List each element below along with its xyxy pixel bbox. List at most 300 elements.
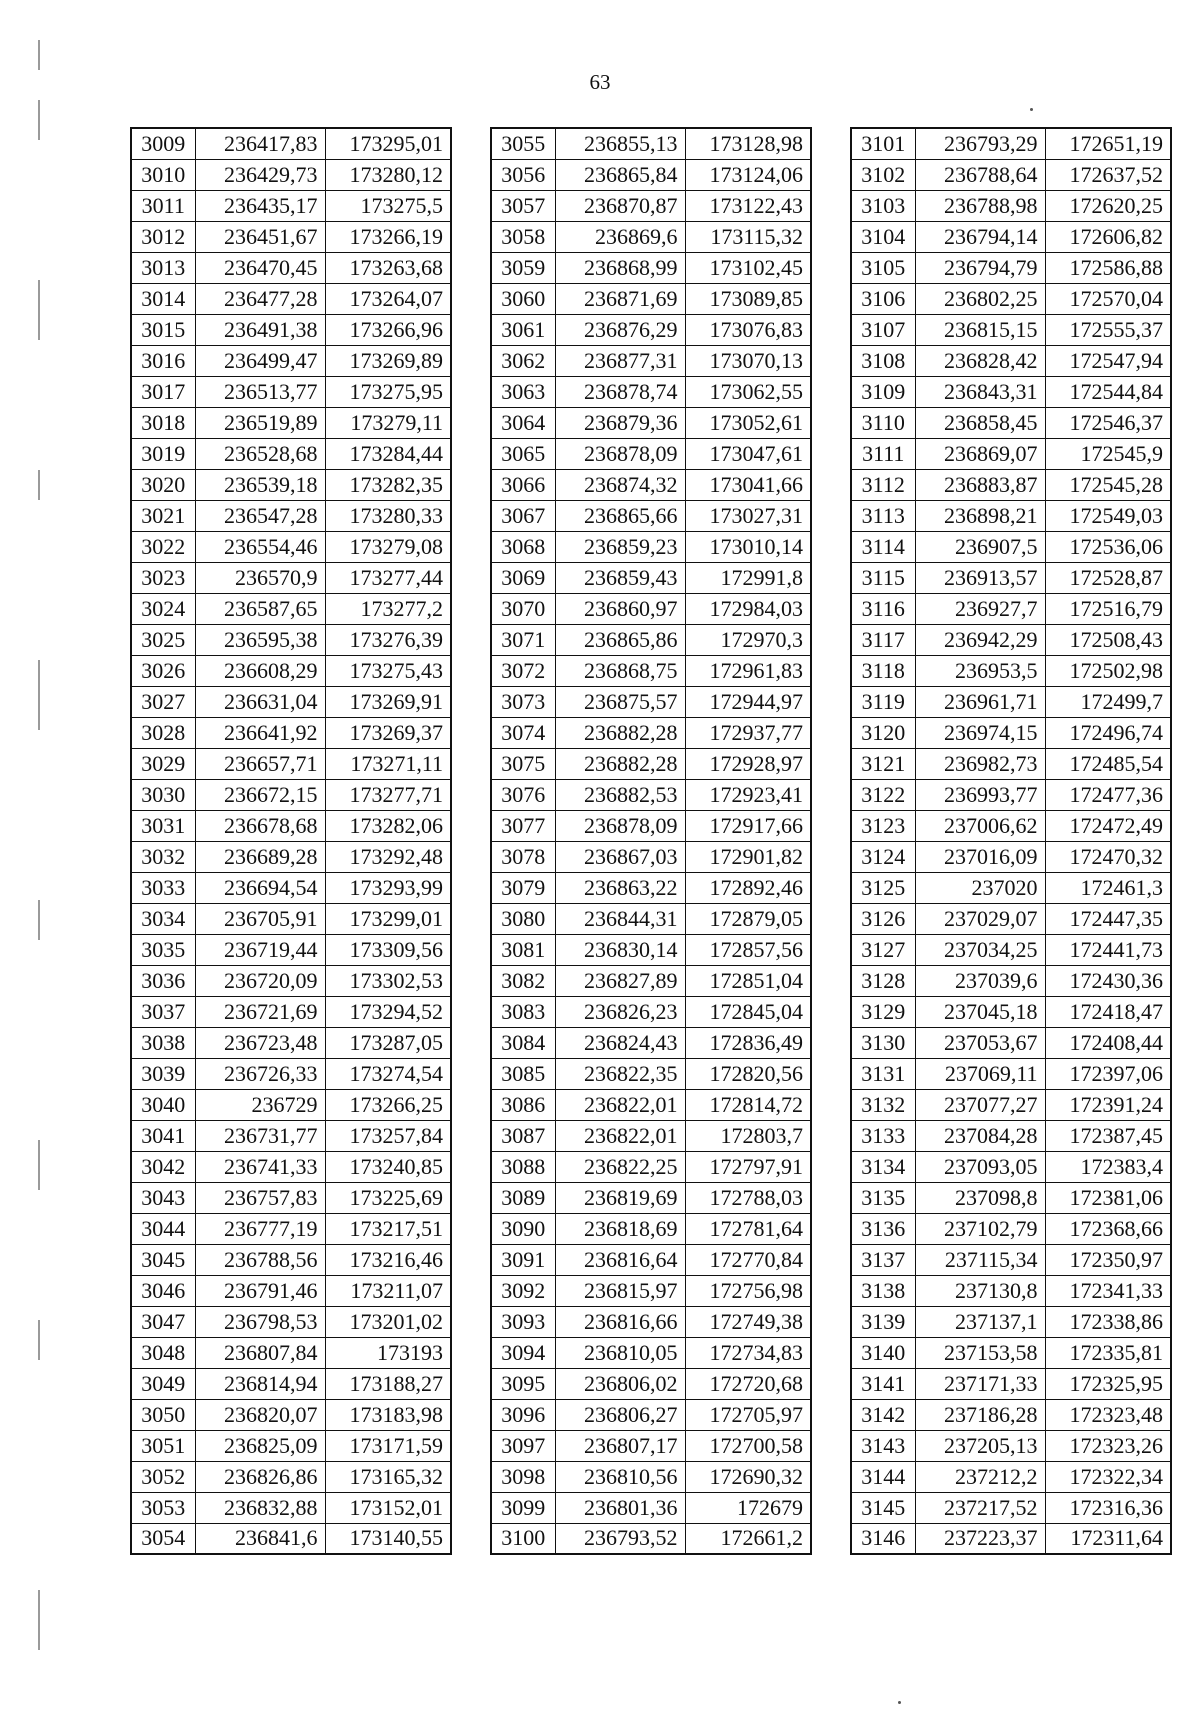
x-coordinate-cell: 236869,6 <box>555 221 685 252</box>
point-number-cell: 3145 <box>851 1492 915 1523</box>
point-number-cell: 3032 <box>131 841 195 872</box>
table-row <box>491 965 811 996</box>
x-coordinate-cell: 236801,36 <box>555 1492 685 1523</box>
table-row <box>131 934 451 965</box>
y-coordinate-cell: 173275,95 <box>325 376 451 407</box>
x-coordinate-cell: 236865,66 <box>555 500 685 531</box>
table-row <box>491 1213 811 1244</box>
x-coordinate-cell: 236451,67 <box>195 221 325 252</box>
table-row <box>131 1523 451 1554</box>
y-coordinate-cell: 173263,68 <box>325 252 451 283</box>
scan-artifact-line <box>38 100 40 140</box>
table-row <box>131 283 451 314</box>
y-coordinate-cell: 173240,85 <box>325 1151 451 1182</box>
x-coordinate-cell: 236879,36 <box>555 407 685 438</box>
scan-artifact-line <box>38 660 40 730</box>
y-coordinate-cell: 172944,97 <box>685 686 811 717</box>
point-number-cell: 3146 <box>851 1523 915 1554</box>
scan-artifact-line <box>38 1140 40 1190</box>
y-coordinate-cell: 172311,64 <box>1045 1523 1171 1554</box>
table-row <box>851 1120 1171 1151</box>
y-coordinate-cell: 172788,03 <box>685 1182 811 1213</box>
y-coordinate-cell: 173122,43 <box>685 190 811 221</box>
table-row <box>491 562 811 593</box>
x-coordinate-cell: 236868,99 <box>555 252 685 283</box>
table-row <box>491 841 811 872</box>
table-row <box>131 841 451 872</box>
x-coordinate-cell: 236729 <box>195 1089 325 1120</box>
table-row <box>851 934 1171 965</box>
x-coordinate-cell: 236825,09 <box>195 1430 325 1461</box>
x-coordinate-cell: 236826,23 <box>555 996 685 1027</box>
y-coordinate-cell: 172970,3 <box>685 624 811 655</box>
table-row <box>131 1275 451 1306</box>
point-number-cell: 3123 <box>851 810 915 841</box>
y-coordinate-cell: 173124,06 <box>685 159 811 190</box>
x-coordinate-cell: 236694,54 <box>195 872 325 903</box>
y-coordinate-cell: 172606,82 <box>1045 221 1171 252</box>
table-row <box>491 376 811 407</box>
table-row <box>491 1306 811 1337</box>
y-coordinate-cell: 173140,55 <box>325 1523 451 1554</box>
table-row <box>851 252 1171 283</box>
x-coordinate-cell: 236793,52 <box>555 1523 685 1554</box>
x-coordinate-cell: 237029,07 <box>915 903 1045 934</box>
x-coordinate-cell: 236865,86 <box>555 624 685 655</box>
y-coordinate-cell: 172549,03 <box>1045 500 1171 531</box>
y-coordinate-cell: 172690,32 <box>685 1461 811 1492</box>
table-row <box>131 779 451 810</box>
x-coordinate-cell: 236721,69 <box>195 996 325 1027</box>
y-coordinate-cell: 172679 <box>685 1492 811 1523</box>
point-number-cell: 3029 <box>131 748 195 779</box>
table-row <box>491 903 811 934</box>
point-number-cell: 3015 <box>131 314 195 345</box>
y-coordinate-cell: 172901,82 <box>685 841 811 872</box>
table-row <box>851 500 1171 531</box>
table-row <box>491 1275 811 1306</box>
y-coordinate-cell: 173284,44 <box>325 438 451 469</box>
table-row <box>491 996 811 1027</box>
x-coordinate-cell: 236843,31 <box>915 376 1045 407</box>
table-row <box>131 252 451 283</box>
table-row <box>851 1058 1171 1089</box>
point-number-cell: 3026 <box>131 655 195 686</box>
x-coordinate-cell: 237212,2 <box>915 1461 1045 1492</box>
table-row <box>851 1430 1171 1461</box>
x-coordinate-cell: 236554,46 <box>195 531 325 562</box>
table-row <box>131 1120 451 1151</box>
x-coordinate-cell: 236587,65 <box>195 593 325 624</box>
table-row <box>851 376 1171 407</box>
y-coordinate-cell: 172851,04 <box>685 965 811 996</box>
table-row <box>131 1213 451 1244</box>
y-coordinate-cell: 173280,12 <box>325 159 451 190</box>
y-coordinate-cell: 173295,01 <box>325 128 451 159</box>
y-coordinate-cell: 173152,01 <box>325 1492 451 1523</box>
table-row <box>491 655 811 686</box>
point-number-cell: 3090 <box>491 1213 555 1244</box>
point-number-cell: 3051 <box>131 1430 195 1461</box>
table-row <box>851 221 1171 252</box>
point-number-cell: 3085 <box>491 1058 555 1089</box>
y-coordinate-cell: 172555,37 <box>1045 314 1171 345</box>
table-row <box>851 903 1171 934</box>
y-coordinate-cell: 172857,56 <box>685 934 811 965</box>
table-row <box>851 1306 1171 1337</box>
y-coordinate-cell: 172516,79 <box>1045 593 1171 624</box>
coordinates-table-1 <box>130 127 452 1555</box>
point-number-cell: 3120 <box>851 717 915 748</box>
point-number-cell: 3121 <box>851 748 915 779</box>
y-coordinate-cell: 173271,11 <box>325 748 451 779</box>
table-row <box>491 1399 811 1430</box>
table-row <box>851 686 1171 717</box>
point-number-cell: 3048 <box>131 1337 195 1368</box>
point-number-cell: 3024 <box>131 593 195 624</box>
point-number-cell: 3025 <box>131 624 195 655</box>
y-coordinate-cell: 173293,99 <box>325 872 451 903</box>
point-number-cell: 3028 <box>131 717 195 748</box>
table-row <box>131 221 451 252</box>
y-coordinate-cell: 172325,95 <box>1045 1368 1171 1399</box>
y-coordinate-cell: 173047,61 <box>685 438 811 469</box>
point-number-cell: 3118 <box>851 655 915 686</box>
point-number-cell: 3140 <box>851 1337 915 1368</box>
point-number-cell: 3056 <box>491 159 555 190</box>
table-row <box>491 1430 811 1461</box>
table-row <box>851 965 1171 996</box>
point-number-cell: 3115 <box>851 562 915 593</box>
table-row <box>851 1492 1171 1523</box>
x-coordinate-cell: 236788,56 <box>195 1244 325 1275</box>
x-coordinate-cell: 236878,09 <box>555 438 685 469</box>
y-coordinate-cell: 173211,07 <box>325 1275 451 1306</box>
y-coordinate-cell: 173279,11 <box>325 407 451 438</box>
y-coordinate-cell: 172770,84 <box>685 1244 811 1275</box>
x-coordinate-cell: 237034,25 <box>915 934 1045 965</box>
table-row <box>851 531 1171 562</box>
x-coordinate-cell: 236477,28 <box>195 283 325 314</box>
table-row <box>851 717 1171 748</box>
y-coordinate-cell: 172528,87 <box>1045 562 1171 593</box>
table-row <box>131 903 451 934</box>
table-row <box>491 531 811 562</box>
point-number-cell: 3109 <box>851 376 915 407</box>
x-coordinate-cell: 236417,83 <box>195 128 325 159</box>
x-coordinate-cell: 236822,25 <box>555 1151 685 1182</box>
x-coordinate-cell: 236961,71 <box>915 686 1045 717</box>
point-number-cell: 3105 <box>851 252 915 283</box>
x-coordinate-cell: 237171,33 <box>915 1368 1045 1399</box>
x-coordinate-cell: 236806,02 <box>555 1368 685 1399</box>
point-number-cell: 3134 <box>851 1151 915 1182</box>
y-coordinate-cell: 173280,33 <box>325 500 451 531</box>
y-coordinate-cell: 172544,84 <box>1045 376 1171 407</box>
y-coordinate-cell: 173302,53 <box>325 965 451 996</box>
table-row <box>131 1151 451 1182</box>
y-coordinate-cell: 173309,56 <box>325 934 451 965</box>
x-coordinate-cell: 237020 <box>915 872 1045 903</box>
table-row <box>131 1306 451 1337</box>
coordinates-table-body <box>491 128 811 1554</box>
y-coordinate-cell: 173062,55 <box>685 376 811 407</box>
y-coordinate-cell: 172637,52 <box>1045 159 1171 190</box>
y-coordinate-cell: 173275,5 <box>325 190 451 221</box>
x-coordinate-cell: 236810,56 <box>555 1461 685 1492</box>
y-coordinate-cell: 173282,06 <box>325 810 451 841</box>
y-coordinate-cell: 172879,05 <box>685 903 811 934</box>
x-coordinate-cell: 237077,27 <box>915 1089 1045 1120</box>
y-coordinate-cell: 173266,96 <box>325 314 451 345</box>
y-coordinate-cell: 173277,71 <box>325 779 451 810</box>
y-coordinate-cell: 172781,64 <box>685 1213 811 1244</box>
x-coordinate-cell: 237130,8 <box>915 1275 1045 1306</box>
point-number-cell: 3081 <box>491 934 555 965</box>
y-coordinate-cell: 172991,8 <box>685 562 811 593</box>
table-row <box>851 748 1171 779</box>
x-coordinate-cell: 236898,21 <box>915 500 1045 531</box>
point-number-cell: 3009 <box>131 128 195 159</box>
point-number-cell: 3108 <box>851 345 915 376</box>
point-number-cell: 3039 <box>131 1058 195 1089</box>
table-row <box>491 128 811 159</box>
table-row <box>491 438 811 469</box>
x-coordinate-cell: 236731,77 <box>195 1120 325 1151</box>
x-coordinate-cell: 236865,84 <box>555 159 685 190</box>
y-coordinate-cell: 173193 <box>325 1337 451 1368</box>
x-coordinate-cell: 237016,09 <box>915 841 1045 872</box>
point-number-cell: 3069 <box>491 562 555 593</box>
x-coordinate-cell: 236631,04 <box>195 686 325 717</box>
point-number-cell: 3065 <box>491 438 555 469</box>
table-row <box>851 562 1171 593</box>
table-row <box>491 1337 811 1368</box>
point-number-cell: 3072 <box>491 655 555 686</box>
y-coordinate-cell: 172937,77 <box>685 717 811 748</box>
table-row <box>491 1058 811 1089</box>
x-coordinate-cell: 236982,73 <box>915 748 1045 779</box>
point-number-cell: 3057 <box>491 190 555 221</box>
table-row <box>131 1089 451 1120</box>
y-coordinate-cell: 172928,97 <box>685 748 811 779</box>
y-coordinate-cell: 172845,04 <box>685 996 811 1027</box>
table-row <box>491 1027 811 1058</box>
x-coordinate-cell: 236788,98 <box>915 190 1045 221</box>
x-coordinate-cell: 236868,75 <box>555 655 685 686</box>
point-number-cell: 3096 <box>491 1399 555 1430</box>
table-row <box>491 1492 811 1523</box>
y-coordinate-cell: 173165,32 <box>325 1461 451 1492</box>
x-coordinate-cell: 236719,44 <box>195 934 325 965</box>
scan-artifact-line <box>38 470 40 500</box>
x-coordinate-cell: 237137,1 <box>915 1306 1045 1337</box>
table-row <box>131 128 451 159</box>
x-coordinate-cell: 237153,58 <box>915 1337 1045 1368</box>
y-coordinate-cell: 173294,52 <box>325 996 451 1027</box>
x-coordinate-cell: 237186,28 <box>915 1399 1045 1430</box>
point-number-cell: 3117 <box>851 624 915 655</box>
x-coordinate-cell: 237045,18 <box>915 996 1045 1027</box>
scan-artifact-line <box>38 1320 40 1360</box>
y-coordinate-cell: 173216,46 <box>325 1244 451 1275</box>
y-coordinate-cell: 172341,33 <box>1045 1275 1171 1306</box>
point-number-cell: 3047 <box>131 1306 195 1337</box>
x-coordinate-cell: 236974,15 <box>915 717 1045 748</box>
y-coordinate-cell: 173201,02 <box>325 1306 451 1337</box>
x-coordinate-cell: 236794,79 <box>915 252 1045 283</box>
point-number-cell: 3093 <box>491 1306 555 1337</box>
table-row <box>851 1368 1171 1399</box>
point-number-cell: 3049 <box>131 1368 195 1399</box>
coordinates-table-body <box>851 128 1171 1554</box>
table-row <box>491 1089 811 1120</box>
table-row <box>491 1368 811 1399</box>
table-row <box>851 872 1171 903</box>
table-row <box>851 1244 1171 1275</box>
scan-artifact-line <box>38 280 40 340</box>
y-coordinate-cell: 172387,45 <box>1045 1120 1171 1151</box>
point-number-cell: 3144 <box>851 1461 915 1492</box>
y-coordinate-cell: 172441,73 <box>1045 934 1171 965</box>
table-row <box>851 314 1171 345</box>
point-number-cell: 3114 <box>851 531 915 562</box>
table-row <box>851 1399 1171 1430</box>
table-row <box>491 345 811 376</box>
table-row <box>851 996 1171 1027</box>
point-number-cell: 3068 <box>491 531 555 562</box>
point-number-cell: 3131 <box>851 1058 915 1089</box>
x-coordinate-cell: 236777,19 <box>195 1213 325 1244</box>
table-row <box>851 593 1171 624</box>
y-coordinate-cell: 173292,48 <box>325 841 451 872</box>
x-coordinate-cell: 236741,33 <box>195 1151 325 1182</box>
point-number-cell: 3041 <box>131 1120 195 1151</box>
table-row <box>131 469 451 500</box>
table-row <box>491 624 811 655</box>
point-number-cell: 3074 <box>491 717 555 748</box>
table-row <box>131 1058 451 1089</box>
x-coordinate-cell: 236705,91 <box>195 903 325 934</box>
table-row <box>851 1182 1171 1213</box>
y-coordinate-cell: 172661,2 <box>685 1523 811 1554</box>
x-coordinate-cell: 236814,94 <box>195 1368 325 1399</box>
table-row <box>131 965 451 996</box>
point-number-cell: 3030 <box>131 779 195 810</box>
point-number-cell: 3139 <box>851 1306 915 1337</box>
table-row <box>491 1244 811 1275</box>
table-row <box>851 655 1171 686</box>
point-number-cell: 3128 <box>851 965 915 996</box>
scan-artifact-line <box>38 900 40 940</box>
table-row <box>131 1461 451 1492</box>
y-coordinate-cell: 172984,03 <box>685 593 811 624</box>
point-number-cell: 3076 <box>491 779 555 810</box>
table-row <box>491 500 811 531</box>
x-coordinate-cell: 237069,11 <box>915 1058 1045 1089</box>
y-coordinate-cell: 173279,08 <box>325 531 451 562</box>
x-coordinate-cell: 237006,62 <box>915 810 1045 841</box>
y-coordinate-cell: 172803,7 <box>685 1120 811 1151</box>
point-number-cell: 3040 <box>131 1089 195 1120</box>
y-coordinate-cell: 172391,24 <box>1045 1089 1171 1120</box>
point-number-cell: 3070 <box>491 593 555 624</box>
table-row <box>491 717 811 748</box>
y-coordinate-cell: 173277,2 <box>325 593 451 624</box>
x-coordinate-cell: 236726,33 <box>195 1058 325 1089</box>
x-coordinate-cell: 236491,38 <box>195 314 325 345</box>
point-number-cell: 3094 <box>491 1337 555 1368</box>
scan-speck <box>898 1701 901 1704</box>
table-row <box>131 438 451 469</box>
point-number-cell: 3138 <box>851 1275 915 1306</box>
x-coordinate-cell: 237217,52 <box>915 1492 1045 1523</box>
y-coordinate-cell: 173115,32 <box>685 221 811 252</box>
x-coordinate-cell: 236528,68 <box>195 438 325 469</box>
y-coordinate-cell: 173171,59 <box>325 1430 451 1461</box>
x-coordinate-cell: 236819,69 <box>555 1182 685 1213</box>
point-number-cell: 3034 <box>131 903 195 934</box>
y-coordinate-cell: 173217,51 <box>325 1213 451 1244</box>
point-number-cell: 3129 <box>851 996 915 1027</box>
table-row <box>131 1399 451 1430</box>
y-coordinate-cell: 172496,74 <box>1045 717 1171 748</box>
table-row <box>851 190 1171 221</box>
point-number-cell: 3097 <box>491 1430 555 1461</box>
y-coordinate-cell: 172797,91 <box>685 1151 811 1182</box>
point-number-cell: 3033 <box>131 872 195 903</box>
table-row <box>131 1492 451 1523</box>
point-number-cell: 3011 <box>131 190 195 221</box>
point-number-cell: 3092 <box>491 1275 555 1306</box>
table-row <box>491 810 811 841</box>
x-coordinate-cell: 236855,13 <box>555 128 685 159</box>
point-number-cell: 3038 <box>131 1027 195 1058</box>
y-coordinate-cell: 173070,13 <box>685 345 811 376</box>
coordinates-table-body <box>131 128 451 1554</box>
point-number-cell: 3055 <box>491 128 555 159</box>
x-coordinate-cell: 236863,22 <box>555 872 685 903</box>
table-row <box>131 314 451 345</box>
x-coordinate-cell: 236875,57 <box>555 686 685 717</box>
point-number-cell: 3122 <box>851 779 915 810</box>
y-coordinate-cell: 173183,98 <box>325 1399 451 1430</box>
point-number-cell: 3042 <box>131 1151 195 1182</box>
table-row <box>851 1523 1171 1554</box>
table-row <box>131 500 451 531</box>
x-coordinate-cell: 236794,14 <box>915 221 1045 252</box>
table-row <box>851 1337 1171 1368</box>
x-coordinate-cell: 236826,86 <box>195 1461 325 1492</box>
x-coordinate-cell: 236927,7 <box>915 593 1045 624</box>
y-coordinate-cell: 172470,32 <box>1045 841 1171 872</box>
y-coordinate-cell: 172570,04 <box>1045 283 1171 314</box>
x-coordinate-cell: 236832,88 <box>195 1492 325 1523</box>
y-coordinate-cell: 172323,26 <box>1045 1430 1171 1461</box>
y-coordinate-cell: 172350,97 <box>1045 1244 1171 1275</box>
y-coordinate-cell: 172923,41 <box>685 779 811 810</box>
y-coordinate-cell: 172477,36 <box>1045 779 1171 810</box>
point-number-cell: 3087 <box>491 1120 555 1151</box>
y-coordinate-cell: 173266,19 <box>325 221 451 252</box>
x-coordinate-cell: 236870,87 <box>555 190 685 221</box>
y-coordinate-cell: 172545,9 <box>1045 438 1171 469</box>
point-number-cell: 3075 <box>491 748 555 779</box>
y-coordinate-cell: 172546,37 <box>1045 407 1171 438</box>
table-row <box>851 1027 1171 1058</box>
point-number-cell: 3098 <box>491 1461 555 1492</box>
y-coordinate-cell: 172892,46 <box>685 872 811 903</box>
